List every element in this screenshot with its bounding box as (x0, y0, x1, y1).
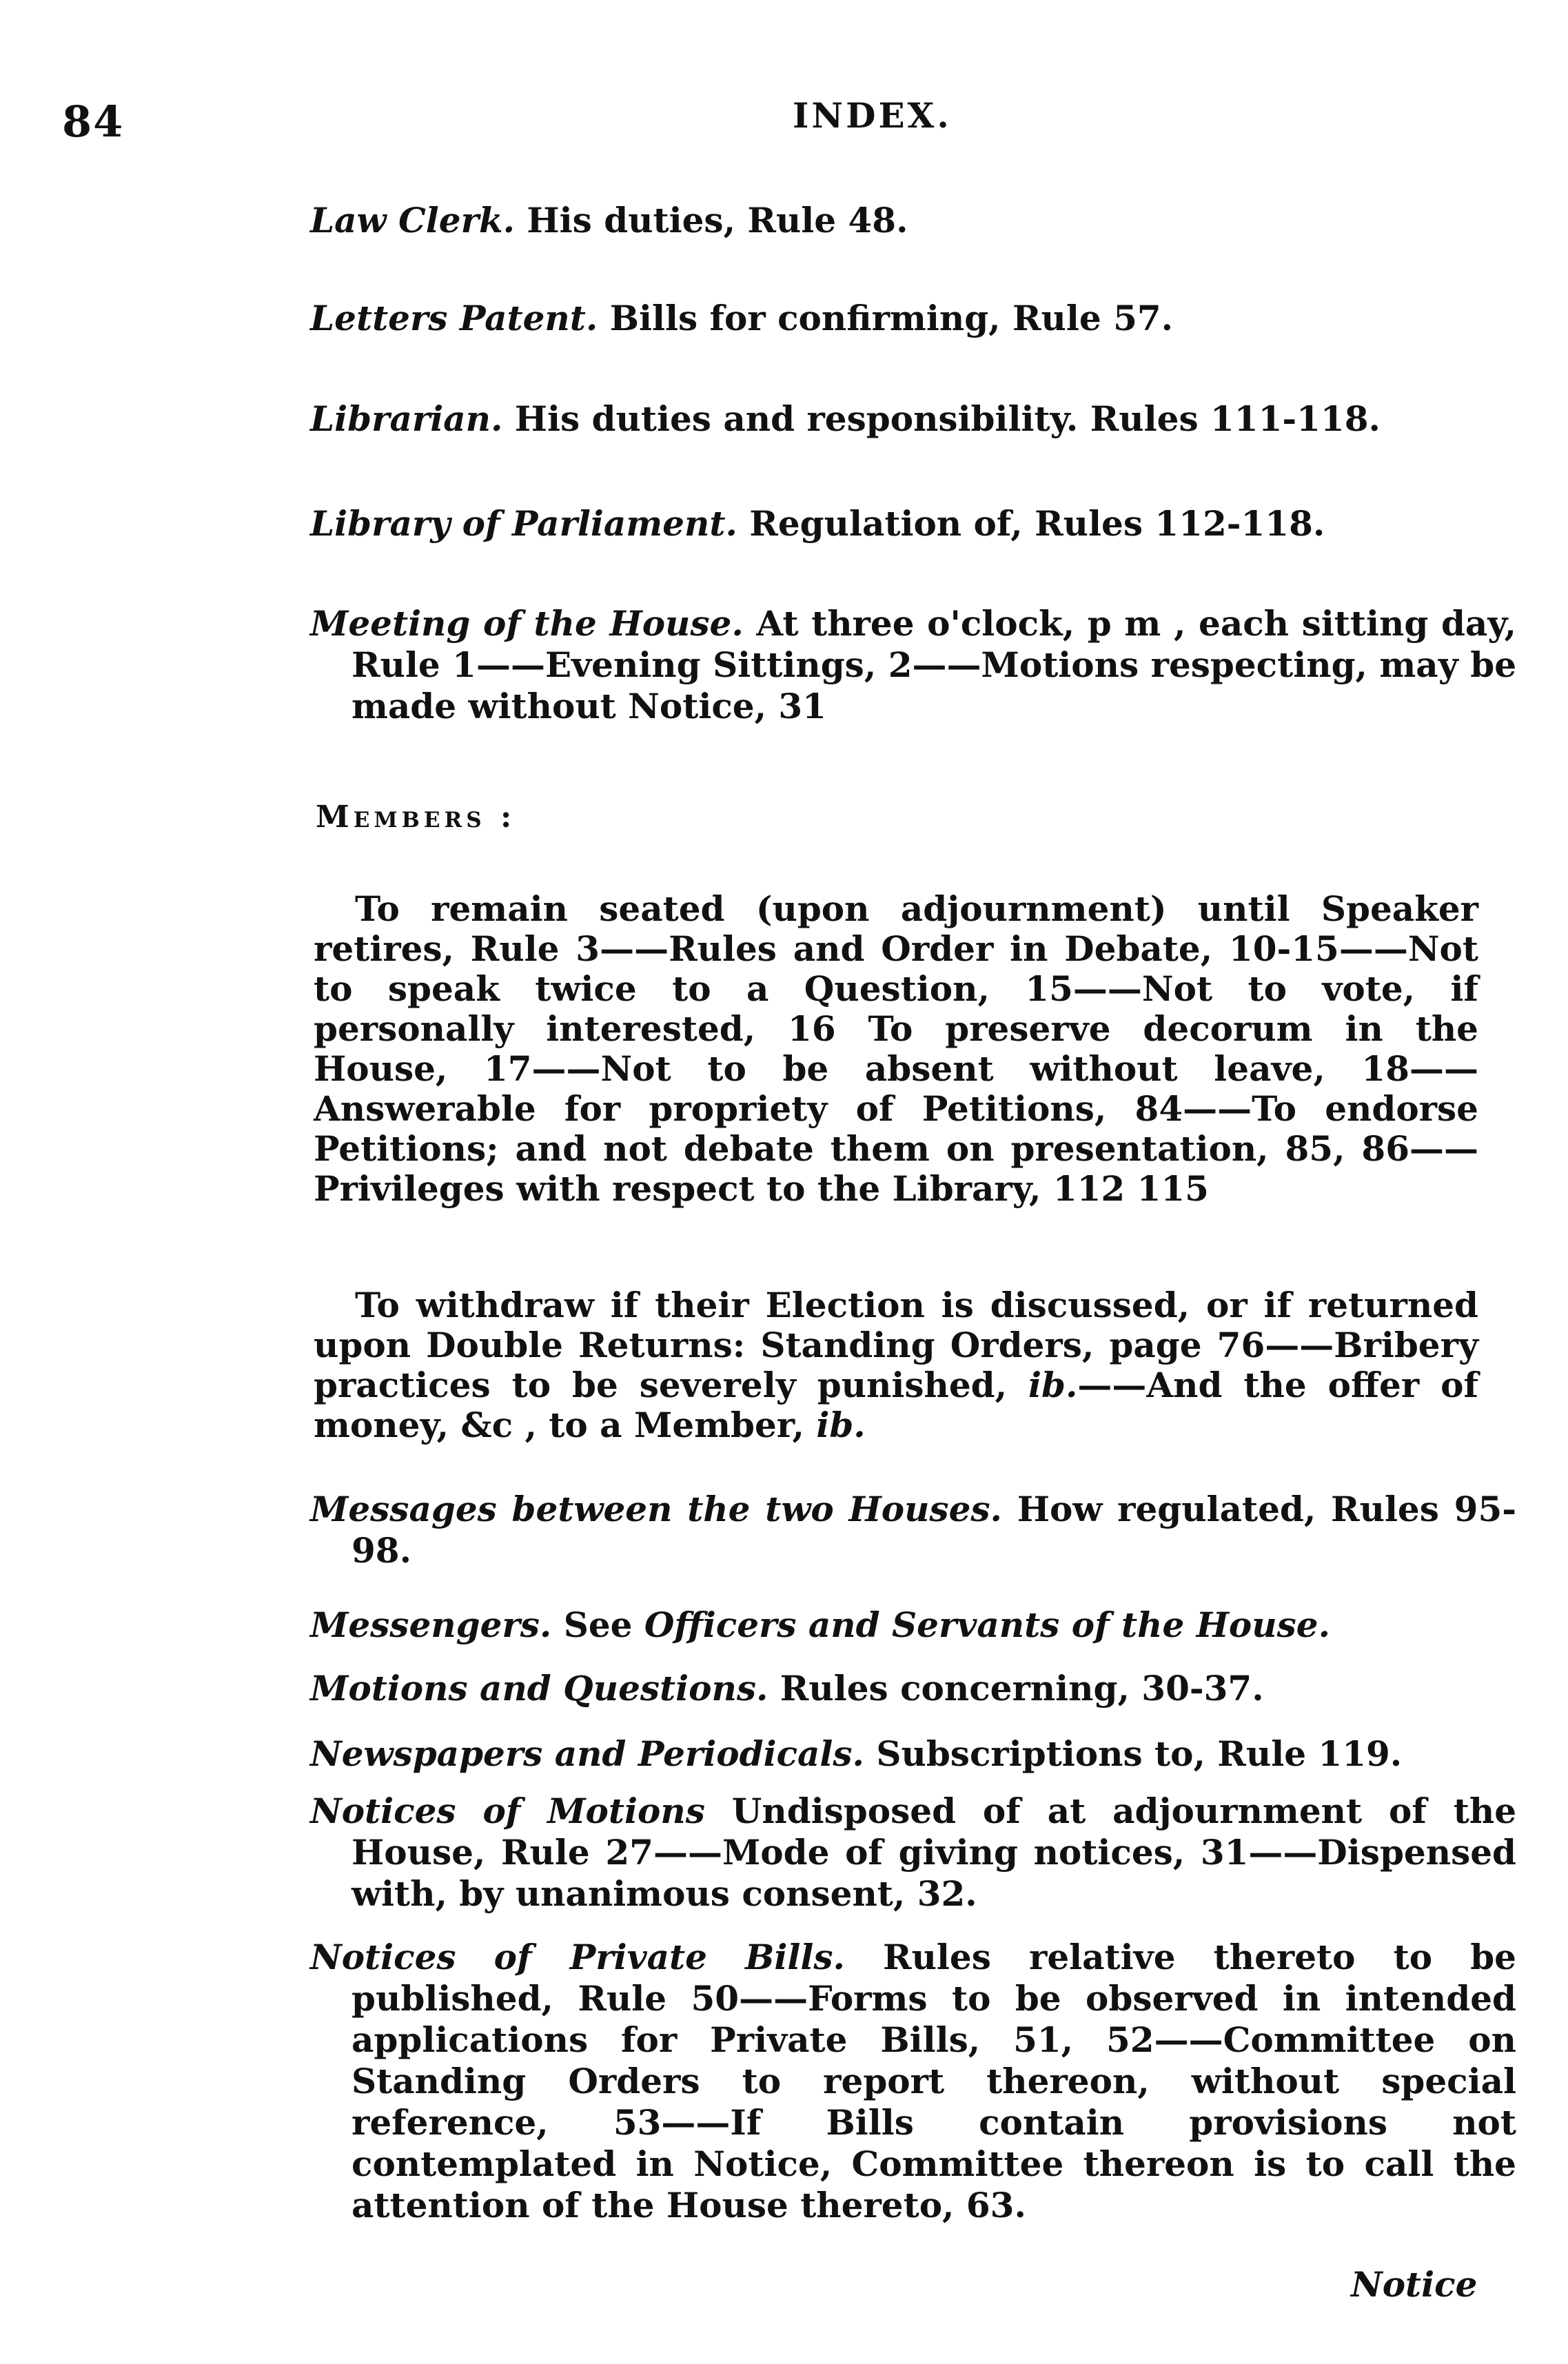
para-text: ——And the offer of money, &c , to a Member, (314, 1365, 1479, 1445)
entry-text: Undisposed of at adjournment of the House, Rule 27——Mode of giving notices, 31——Dispensed with, by unanimous consent, 32. (352, 1791, 1517, 1914)
ibid-ref: ib. (816, 1405, 866, 1445)
entry-term: Meeting of the House. (310, 603, 744, 644)
members-paragraph-2 (314, 1285, 1478, 1445)
index-entry-newspapers (310, 1733, 1516, 1775)
index-entry-messages (310, 1489, 1516, 1571)
running-head: INDEX. (793, 95, 952, 136)
entry-term: Law Clerk. (310, 200, 515, 241)
catchword: Notice (1351, 2264, 1478, 2305)
entry-term: Messages between the two Houses. (310, 1489, 1002, 1529)
entry-text: His duties and responsibility. Rules 111-118. (502, 398, 1381, 439)
entry-text: At three o'clock, p m , each sitting day, Rule 1——Evening Sittings, 2——Motions respecting, may be made without Notice, 31 (352, 603, 1516, 726)
cross-reference: Officers and Servants of the House. (644, 1604, 1330, 1645)
index-entry-messengers (310, 1604, 1516, 1646)
members-paragraph-1: To remain seated (upon adjournment) until Speaker retires, Rule 3——Rules and Order in Debate, 10-15——Not to speak twice to a Question, 15——Not to vote, if personally interested, 16 To preserve decorum in the House, 17——Not to be absent without leave, 18——Answerable for propriety of Petitions, 84——To endorse Petitions; and not debate them on presentation, 85, 86——Privileges with respect to the Library, 112 115 (314, 888, 1478, 1209)
entry-text: Subscriptions to, Rule 119. (864, 1733, 1403, 1774)
entry-term: Librarian. (310, 398, 503, 439)
index-entry-letters-patent (310, 298, 1516, 339)
entry-term: Newspapers and Periodicals. (310, 1733, 864, 1774)
entry-text: Rules concerning, 30-37. (768, 1668, 1264, 1709)
index-entry-librarian (310, 398, 1516, 440)
entry-term: Library of Parliament. (310, 503, 737, 544)
entry-term: Messengers. (310, 1604, 552, 1645)
entry-term: Notices of Motions (310, 1791, 705, 1831)
entry-text: How regulated, Rules 95-98. (352, 1489, 1516, 1571)
para-text: To withdraw if their Election is discussed, or if returned upon Double Returns: Standing Orders, page 76——Bribery practices to be severely punished, (314, 1285, 1478, 1405)
entry-term: Motions and Questions. (310, 1668, 768, 1709)
entry-text: See (551, 1604, 644, 1645)
entry-text: Regulation of, Rules 112-118. (737, 503, 1325, 544)
index-entry-library (310, 503, 1516, 544)
index-entry-notices-motions (310, 1791, 1516, 1915)
index-entry-notices-private-bills (310, 1937, 1516, 2226)
ibid-ref: ib. (1028, 1365, 1078, 1405)
entry-text: Rules relative thereto to be published, Rule 50——Forms to be observed in intended applications for Private Bills, 51, 52——Committee on Standing Orders to report thereon, without special reference, 53——If Bills contain provisions not contemplated in Notice, Committee thereon is to call the attention of the House thereto, 63. (352, 1937, 1516, 2225)
entry-term: Notices of Private Bills. (310, 1937, 845, 1977)
index-entry-motions (310, 1668, 1516, 1709)
entry-text: Bills for confirming, Rule 57. (598, 298, 1174, 338)
index-entry-law-clerk (310, 200, 1516, 241)
entry-text: His duties, Rule 48. (515, 200, 908, 241)
entry-term: Letters Patent. (310, 298, 598, 338)
members-heading: Members : (316, 799, 516, 835)
page-number: 84 (62, 96, 125, 147)
index-entry-meeting (310, 603, 1516, 727)
